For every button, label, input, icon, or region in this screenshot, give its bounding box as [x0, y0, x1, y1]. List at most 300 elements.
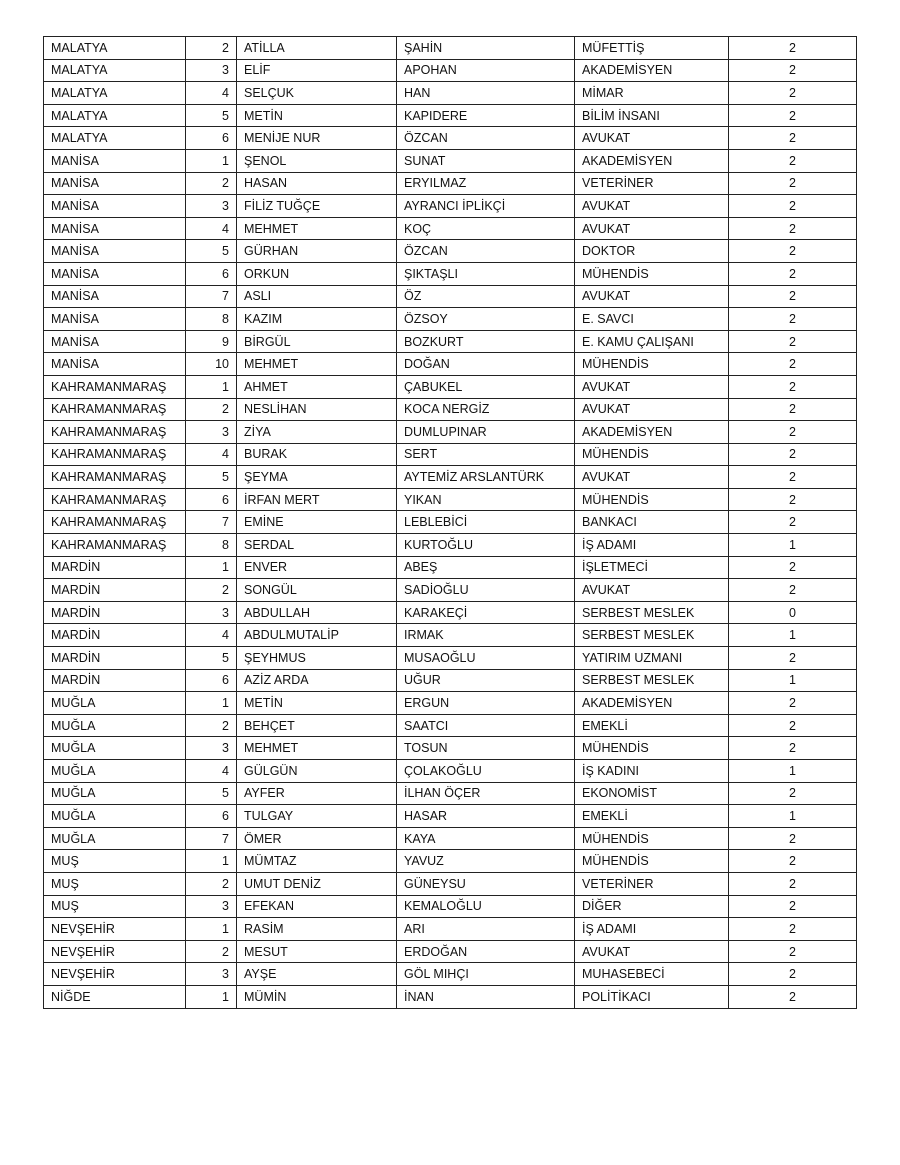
table-row — [44, 149, 857, 172]
rank-cell: 7 — [186, 511, 237, 534]
table-row — [44, 963, 857, 986]
first-name-cell: ELİF — [237, 59, 397, 82]
table-row — [44, 172, 857, 195]
count-cell: 1 — [729, 534, 857, 557]
table-row — [44, 872, 857, 895]
province-cell: MARDİN — [44, 556, 186, 579]
first-name-cell: SELÇUK — [237, 82, 397, 105]
profession-cell: AVUKAT — [575, 940, 729, 963]
rank-cell: 2 — [186, 714, 237, 737]
table-row — [44, 827, 857, 850]
profession-cell: E. SAVCI — [575, 308, 729, 331]
table-row — [44, 534, 857, 557]
count-cell: 0 — [729, 601, 857, 624]
province-cell: MALATYA — [44, 37, 186, 60]
last-name-cell: SERT — [397, 443, 575, 466]
province-cell: KAHRAMANMARAŞ — [44, 466, 186, 489]
first-name-cell: ŞEYHMUS — [237, 647, 397, 670]
rank-cell: 4 — [186, 217, 237, 240]
first-name-cell: HASAN — [237, 172, 397, 195]
province-cell: KAHRAMANMARAŞ — [44, 398, 186, 421]
profession-cell: AVUKAT — [575, 195, 729, 218]
count-cell: 2 — [729, 488, 857, 511]
last-name-cell: DOĞAN — [397, 353, 575, 376]
last-name-cell: ÖZCAN — [397, 127, 575, 150]
province-cell: MUŞ — [44, 850, 186, 873]
table-row — [44, 669, 857, 692]
table-row — [44, 285, 857, 308]
count-cell: 2 — [729, 149, 857, 172]
first-name-cell: RASİM — [237, 918, 397, 941]
first-name-cell: ŞENOL — [237, 149, 397, 172]
count-cell: 2 — [729, 104, 857, 127]
count-cell: 1 — [729, 669, 857, 692]
table-row — [44, 262, 857, 285]
profession-cell: YATIRIM UZMANI — [575, 647, 729, 670]
table-row — [44, 647, 857, 670]
province-cell: KAHRAMANMARAŞ — [44, 443, 186, 466]
first-name-cell: TULGAY — [237, 805, 397, 828]
first-name-cell: BEHÇET — [237, 714, 397, 737]
profession-cell: MÜHENDİS — [575, 488, 729, 511]
last-name-cell: KARAKEÇİ — [397, 601, 575, 624]
first-name-cell: ZİYA — [237, 421, 397, 444]
last-name-cell: KOÇ — [397, 217, 575, 240]
first-name-cell: SONGÜL — [237, 579, 397, 602]
count-cell: 2 — [729, 127, 857, 150]
rank-cell: 3 — [186, 421, 237, 444]
last-name-cell: ÇOLAKOĞLU — [397, 760, 575, 783]
last-name-cell: KEMALOĞLU — [397, 895, 575, 918]
rank-cell: 5 — [186, 647, 237, 670]
first-name-cell: ABDULMUTALİP — [237, 624, 397, 647]
profession-cell: AVUKAT — [575, 285, 729, 308]
table-body — [44, 37, 857, 1009]
table-row — [44, 82, 857, 105]
count-cell: 1 — [729, 624, 857, 647]
first-name-cell: ENVER — [237, 556, 397, 579]
last-name-cell: ERDOĞAN — [397, 940, 575, 963]
province-cell: MANİSA — [44, 172, 186, 195]
rank-cell: 6 — [186, 127, 237, 150]
first-name-cell: EMİNE — [237, 511, 397, 534]
last-name-cell: APOHAN — [397, 59, 575, 82]
count-cell: 2 — [729, 172, 857, 195]
profession-cell: AVUKAT — [575, 375, 729, 398]
profession-cell: EKONOMİST — [575, 782, 729, 805]
province-cell: MUĞLA — [44, 737, 186, 760]
last-name-cell: ERYILMAZ — [397, 172, 575, 195]
profession-cell: MİMAR — [575, 82, 729, 105]
profession-cell: MÜHENDİS — [575, 353, 729, 376]
table-row — [44, 488, 857, 511]
province-cell: MALATYA — [44, 127, 186, 150]
rank-cell: 5 — [186, 466, 237, 489]
profession-cell: İŞLETMECİ — [575, 556, 729, 579]
count-cell: 2 — [729, 579, 857, 602]
first-name-cell: ORKUN — [237, 262, 397, 285]
last-name-cell: TOSUN — [397, 737, 575, 760]
last-name-cell: MUSAOĞLU — [397, 647, 575, 670]
first-name-cell: EFEKAN — [237, 895, 397, 918]
count-cell: 2 — [729, 827, 857, 850]
last-name-cell: KOCA NERGİZ — [397, 398, 575, 421]
last-name-cell: UĞUR — [397, 669, 575, 692]
last-name-cell: ŞAHİN — [397, 37, 575, 60]
count-cell: 1 — [729, 805, 857, 828]
candidate-table — [43, 36, 857, 1009]
table-row — [44, 37, 857, 60]
table-row — [44, 782, 857, 805]
count-cell: 2 — [729, 985, 857, 1008]
province-cell: KAHRAMANMARAŞ — [44, 375, 186, 398]
rank-cell: 3 — [186, 737, 237, 760]
province-cell: NEVŞEHİR — [44, 918, 186, 941]
profession-cell: AVUKAT — [575, 127, 729, 150]
table-row — [44, 398, 857, 421]
first-name-cell: MEHMET — [237, 217, 397, 240]
rank-cell: 10 — [186, 353, 237, 376]
last-name-cell: YIKAN — [397, 488, 575, 511]
first-name-cell: ŞEYMA — [237, 466, 397, 489]
profession-cell: BANKACI — [575, 511, 729, 534]
table-row — [44, 375, 857, 398]
first-name-cell: MEHMET — [237, 353, 397, 376]
profession-cell: POLİTİKACI — [575, 985, 729, 1008]
first-name-cell: GÜLGÜN — [237, 760, 397, 783]
table-row — [44, 330, 857, 353]
province-cell: MARDİN — [44, 579, 186, 602]
profession-cell: AKADEMİSYEN — [575, 149, 729, 172]
last-name-cell: ÇABUKEL — [397, 375, 575, 398]
profession-cell: VETERİNER — [575, 172, 729, 195]
province-cell: MALATYA — [44, 104, 186, 127]
count-cell: 2 — [729, 940, 857, 963]
first-name-cell: AHMET — [237, 375, 397, 398]
province-cell: MUŞ — [44, 872, 186, 895]
first-name-cell: NESLİHAN — [237, 398, 397, 421]
last-name-cell: SAATCI — [397, 714, 575, 737]
province-cell: MARDİN — [44, 601, 186, 624]
profession-cell: BİLİM İNSANI — [575, 104, 729, 127]
count-cell: 2 — [729, 308, 857, 331]
profession-cell: AKADEMİSYEN — [575, 692, 729, 715]
table-row — [44, 511, 857, 534]
rank-cell: 3 — [186, 59, 237, 82]
first-name-cell: ABDULLAH — [237, 601, 397, 624]
last-name-cell: DUMLUPINAR — [397, 421, 575, 444]
province-cell: NEVŞEHİR — [44, 940, 186, 963]
last-name-cell: KURTOĞLU — [397, 534, 575, 557]
table-row — [44, 217, 857, 240]
last-name-cell: BOZKURT — [397, 330, 575, 353]
last-name-cell: LEBLEBİCİ — [397, 511, 575, 534]
count-cell: 2 — [729, 850, 857, 873]
first-name-cell: AYFER — [237, 782, 397, 805]
profession-cell: EMEKLİ — [575, 805, 729, 828]
province-cell: KAHRAMANMARAŞ — [44, 534, 186, 557]
first-name-cell: BURAK — [237, 443, 397, 466]
rank-cell: 6 — [186, 669, 237, 692]
province-cell: MUĞLA — [44, 827, 186, 850]
table-row — [44, 760, 857, 783]
first-name-cell: MEHMET — [237, 737, 397, 760]
province-cell: MANİSA — [44, 285, 186, 308]
count-cell: 2 — [729, 963, 857, 986]
profession-cell: E. KAMU ÇALIŞANI — [575, 330, 729, 353]
rank-cell: 2 — [186, 940, 237, 963]
last-name-cell: ÖZCAN — [397, 240, 575, 263]
profession-cell: MÜHENDİS — [575, 262, 729, 285]
rank-cell: 3 — [186, 601, 237, 624]
last-name-cell: KAPIDERE — [397, 104, 575, 127]
province-cell: MUĞLA — [44, 805, 186, 828]
count-cell: 2 — [729, 262, 857, 285]
last-name-cell: GÜNEYSU — [397, 872, 575, 895]
table-row — [44, 601, 857, 624]
rank-cell: 8 — [186, 534, 237, 557]
profession-cell: MÜHENDİS — [575, 443, 729, 466]
table-row — [44, 940, 857, 963]
rank-cell: 8 — [186, 308, 237, 331]
province-cell: MUĞLA — [44, 692, 186, 715]
table-row — [44, 985, 857, 1008]
first-name-cell: AYŞE — [237, 963, 397, 986]
count-cell: 2 — [729, 217, 857, 240]
table-row — [44, 805, 857, 828]
first-name-cell: MESUT — [237, 940, 397, 963]
table-row — [44, 624, 857, 647]
province-cell: MANİSA — [44, 308, 186, 331]
rank-cell: 3 — [186, 195, 237, 218]
province-cell: MANİSA — [44, 240, 186, 263]
rank-cell: 1 — [186, 556, 237, 579]
province-cell: MALATYA — [44, 59, 186, 82]
rank-cell: 1 — [186, 375, 237, 398]
province-cell: KAHRAMANMARAŞ — [44, 511, 186, 534]
table-row — [44, 737, 857, 760]
profession-cell: AKADEMİSYEN — [575, 421, 729, 444]
profession-cell: İŞ ADAMI — [575, 918, 729, 941]
rank-cell: 4 — [186, 443, 237, 466]
first-name-cell: MENİJE NUR — [237, 127, 397, 150]
rank-cell: 3 — [186, 963, 237, 986]
count-cell: 2 — [729, 692, 857, 715]
first-name-cell: AZİZ ARDA — [237, 669, 397, 692]
last-name-cell: SUNAT — [397, 149, 575, 172]
province-cell: MUĞLA — [44, 782, 186, 805]
profession-cell: DOKTOR — [575, 240, 729, 263]
profession-cell: VETERİNER — [575, 872, 729, 895]
table-row — [44, 714, 857, 737]
last-name-cell: AYRANCI İPLİKÇİ — [397, 195, 575, 218]
last-name-cell: GÖL MIHÇI — [397, 963, 575, 986]
profession-cell: MÜFETTİŞ — [575, 37, 729, 60]
first-name-cell: MÜMİN — [237, 985, 397, 1008]
rank-cell: 3 — [186, 895, 237, 918]
rank-cell: 1 — [186, 918, 237, 941]
first-name-cell: METİN — [237, 692, 397, 715]
province-cell: MARDİN — [44, 669, 186, 692]
profession-cell: MÜHENDİS — [575, 850, 729, 873]
province-cell: MANİSA — [44, 353, 186, 376]
first-name-cell: FİLİZ TUĞÇE — [237, 195, 397, 218]
rank-cell: 5 — [186, 240, 237, 263]
profession-cell: EMEKLİ — [575, 714, 729, 737]
count-cell: 2 — [729, 556, 857, 579]
table-row — [44, 195, 857, 218]
table-row — [44, 443, 857, 466]
table-row — [44, 692, 857, 715]
last-name-cell: AYTEMİZ ARSLANTÜRK — [397, 466, 575, 489]
first-name-cell: BİRGÜL — [237, 330, 397, 353]
rank-cell: 4 — [186, 82, 237, 105]
rank-cell: 7 — [186, 827, 237, 850]
count-cell: 2 — [729, 240, 857, 263]
province-cell: MUŞ — [44, 895, 186, 918]
first-name-cell: ASLI — [237, 285, 397, 308]
last-name-cell: YAVUZ — [397, 850, 575, 873]
last-name-cell: HAN — [397, 82, 575, 105]
first-name-cell: KAZIM — [237, 308, 397, 331]
rank-cell: 6 — [186, 488, 237, 511]
count-cell: 2 — [729, 443, 857, 466]
first-name-cell: İRFAN MERT — [237, 488, 397, 511]
last-name-cell: IRMAK — [397, 624, 575, 647]
table-row — [44, 579, 857, 602]
rank-cell: 5 — [186, 782, 237, 805]
count-cell: 2 — [729, 466, 857, 489]
profession-cell: AVUKAT — [575, 466, 729, 489]
count-cell: 1 — [729, 760, 857, 783]
province-cell: KAHRAMANMARAŞ — [44, 421, 186, 444]
rank-cell: 1 — [186, 850, 237, 873]
rank-cell: 1 — [186, 985, 237, 1008]
rank-cell: 1 — [186, 149, 237, 172]
table-row — [44, 104, 857, 127]
profession-cell: SERBEST MESLEK — [575, 624, 729, 647]
table-row — [44, 308, 857, 331]
profession-cell: AVUKAT — [575, 398, 729, 421]
last-name-cell: KAYA — [397, 827, 575, 850]
rank-cell: 2 — [186, 872, 237, 895]
count-cell: 2 — [729, 737, 857, 760]
first-name-cell: MÜMTAZ — [237, 850, 397, 873]
province-cell: MANİSA — [44, 149, 186, 172]
province-cell: MANİSA — [44, 195, 186, 218]
province-cell: MARDİN — [44, 647, 186, 670]
table-row — [44, 59, 857, 82]
province-cell: MANİSA — [44, 262, 186, 285]
count-cell: 2 — [729, 330, 857, 353]
count-cell: 2 — [729, 421, 857, 444]
province-cell: MALATYA — [44, 82, 186, 105]
count-cell: 2 — [729, 82, 857, 105]
table-row — [44, 556, 857, 579]
province-cell: MUĞLA — [44, 760, 186, 783]
profession-cell: MUHASEBECİ — [575, 963, 729, 986]
province-cell: NİĞDE — [44, 985, 186, 1008]
table-row — [44, 850, 857, 873]
first-name-cell: SERDAL — [237, 534, 397, 557]
rank-cell: 4 — [186, 624, 237, 647]
profession-cell: İŞ ADAMI — [575, 534, 729, 557]
last-name-cell: İNAN — [397, 985, 575, 1008]
profession-cell: MÜHENDİS — [575, 827, 729, 850]
last-name-cell: ABEŞ — [397, 556, 575, 579]
profession-cell: AVUKAT — [575, 579, 729, 602]
first-name-cell: ATİLLA — [237, 37, 397, 60]
last-name-cell: İLHAN ÖÇER — [397, 782, 575, 805]
count-cell: 2 — [729, 37, 857, 60]
rank-cell: 2 — [186, 398, 237, 421]
count-cell: 2 — [729, 375, 857, 398]
table-row — [44, 895, 857, 918]
table-row — [44, 466, 857, 489]
province-cell: MANİSA — [44, 330, 186, 353]
count-cell: 2 — [729, 918, 857, 941]
last-name-cell: ÖZ — [397, 285, 575, 308]
count-cell: 2 — [729, 195, 857, 218]
rank-cell: 5 — [186, 104, 237, 127]
count-cell: 2 — [729, 285, 857, 308]
province-cell: NEVŞEHİR — [44, 963, 186, 986]
province-cell: MUĞLA — [44, 714, 186, 737]
profession-cell: SERBEST MESLEK — [575, 601, 729, 624]
rank-cell: 1 — [186, 692, 237, 715]
first-name-cell: METİN — [237, 104, 397, 127]
last-name-cell: HASAR — [397, 805, 575, 828]
rank-cell: 2 — [186, 172, 237, 195]
count-cell: 2 — [729, 895, 857, 918]
profession-cell: İŞ KADINI — [575, 760, 729, 783]
count-cell: 2 — [729, 353, 857, 376]
table-row — [44, 353, 857, 376]
count-cell: 2 — [729, 59, 857, 82]
count-cell: 2 — [729, 714, 857, 737]
profession-cell: AKADEMİSYEN — [575, 59, 729, 82]
count-cell: 2 — [729, 398, 857, 421]
rank-cell: 4 — [186, 760, 237, 783]
profession-cell: DİĞER — [575, 895, 729, 918]
count-cell: 2 — [729, 872, 857, 895]
table-row — [44, 918, 857, 941]
rank-cell: 6 — [186, 262, 237, 285]
province-cell: MANİSA — [44, 217, 186, 240]
last-name-cell: ARI — [397, 918, 575, 941]
last-name-cell: ŞIKTAŞLI — [397, 262, 575, 285]
count-cell: 2 — [729, 511, 857, 534]
last-name-cell: ERGUN — [397, 692, 575, 715]
profession-cell: AVUKAT — [575, 217, 729, 240]
table-row — [44, 240, 857, 263]
rank-cell: 2 — [186, 579, 237, 602]
table-row — [44, 127, 857, 150]
count-cell: 2 — [729, 647, 857, 670]
table-row — [44, 421, 857, 444]
profession-cell: SERBEST MESLEK — [575, 669, 729, 692]
rank-cell: 6 — [186, 805, 237, 828]
rank-cell: 7 — [186, 285, 237, 308]
count-cell: 2 — [729, 782, 857, 805]
profession-cell: MÜHENDİS — [575, 737, 729, 760]
first-name-cell: GÜRHAN — [237, 240, 397, 263]
first-name-cell: UMUT DENİZ — [237, 872, 397, 895]
rank-cell: 2 — [186, 37, 237, 60]
last-name-cell: ÖZSOY — [397, 308, 575, 331]
first-name-cell: ÖMER — [237, 827, 397, 850]
last-name-cell: SADİOĞLU — [397, 579, 575, 602]
